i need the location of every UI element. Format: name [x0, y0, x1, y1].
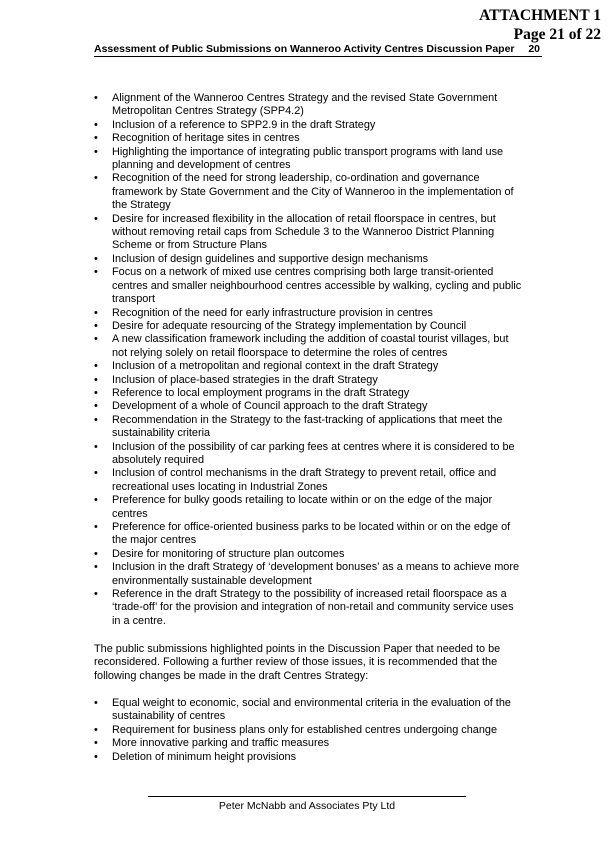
- bullet-icon: •: [94, 400, 98, 413]
- list-item-text: Recommendation in the Strategy to the fast-tracking of applications that meet the sustainability criteria: [112, 413, 503, 440]
- bullet-icon: •: [94, 306, 98, 319]
- list-item: [94, 521, 524, 548]
- bullet-icon: •: [94, 252, 98, 265]
- page-header: [94, 43, 542, 57]
- list-item-text: Inclusion of the possibility of car parking fees at centres where it is considered to be absolutely required: [112, 440, 515, 466]
- recommended-changes-list: [94, 697, 524, 764]
- bullet-icon: •: [94, 494, 98, 507]
- bullet-icon: •: [94, 561, 98, 574]
- list-item: [94, 320, 524, 333]
- list-item: [94, 374, 524, 387]
- bullet-icon: •: [94, 172, 98, 185]
- bullet-icon: •: [94, 266, 98, 279]
- submission-points-list: [94, 92, 524, 628]
- list-item: [94, 172, 524, 212]
- list-item-text: Highlighting the importance of integrating public transport programs with land use planning and development of centres: [112, 145, 504, 172]
- body-paragraph: The public submissions highlighted points in the Discussion Paper that needed to be reconsidered. Following a further review of those issues, it is recommended that the following changes be made in the draft Centres Strategy:: [94, 643, 501, 682]
- bullet-icon: •: [94, 521, 98, 533]
- list-item: [94, 400, 524, 413]
- bullet-icon: •: [94, 723, 98, 736]
- bullet-icon: •: [94, 467, 98, 480]
- bullet-icon: •: [94, 212, 98, 225]
- list-item-text: Focus on a network of mixed use centres comprising both large transit-oriented centres and smaller neighbourhood centres accessible by walking, cycling and public transport: [112, 266, 522, 306]
- bullet-icon: •: [94, 132, 98, 145]
- list-item-text: Inclusion of design guidelines and supportive design mechanisms: [112, 252, 429, 265]
- list-item-text: Reference to local employment programs in the draft Strategy: [112, 386, 410, 399]
- list-item-text: Alignment of the Wanneroo Centres Strategy and the revised State Government Metropolitan Centres Strategy (SPP4.2): [112, 92, 498, 118]
- bullet-icon: •: [94, 413, 98, 426]
- list-item: [94, 92, 524, 119]
- list-item-text: Desire for monitoring of structure plan outcomes: [112, 547, 345, 560]
- list-item-text: Equal weight to economic, social and environmental criteria in the evaluation of the sustainability of centres: [112, 697, 511, 723]
- footer-text: Peter McNabb and Associates Pty Ltd: [218, 800, 396, 812]
- list-item: [94, 441, 524, 468]
- bullet-icon: •: [94, 547, 98, 560]
- bullet-icon: •: [94, 440, 98, 453]
- list-item: [94, 548, 524, 561]
- list-item: [94, 213, 524, 253]
- list-item-text: Recognition of heritage sites in centres: [112, 132, 300, 145]
- list-item-text: Inclusion of a metropolitan and regional context in the draft Strategy: [112, 360, 439, 373]
- list-item-text: Recognition of the need for early infrastructure provision in centres: [112, 306, 433, 319]
- list-item-text: Preference for bulky goods retailing to locate within or on the edge of the major centres: [112, 494, 493, 520]
- list-item-text: Desire for adequate resourcing of the Strategy implementation by Council: [112, 319, 467, 332]
- list-item: [94, 307, 524, 320]
- list-item: [94, 132, 524, 145]
- bullet-icon: •: [94, 373, 98, 386]
- bullet-icon: •: [94, 750, 98, 763]
- list-item-text: Inclusion in the draft Strategy of ‘development bonuses’ as a means to achieve more environmentally sustainable development: [112, 561, 520, 587]
- bullet-icon: •: [94, 737, 98, 750]
- attachment-title: ATTACHMENT 1: [479, 7, 601, 24]
- list-item-text: Development of a whole of Council approach to the draft Strategy: [112, 400, 428, 413]
- list-item-text: Inclusion of place-based strategies in the draft Strategy: [112, 373, 378, 386]
- list-item: [94, 751, 524, 764]
- list-item: [94, 588, 524, 628]
- list-item-text: Desire for increased flexibility in the allocation of retail floorspace in centres, but without removing retail caps from Schedule 3 to the Wanneroo District Planning Scheme or from Structure Plans: [112, 212, 496, 252]
- list-item-text: Deletion of minimum height provisions: [112, 750, 297, 763]
- bullet-icon: •: [94, 588, 98, 601]
- bullet-icon: •: [94, 92, 98, 104]
- footer-divider: [148, 796, 466, 797]
- list-item: [94, 467, 524, 494]
- list-item: [94, 387, 524, 400]
- bullet-icon: •: [94, 386, 98, 399]
- header-page-number: 20: [528, 43, 540, 55]
- attachment-label: [479, 6, 601, 44]
- list-item-text: Reference in the draft Strategy to the possibility of increased retail floorspace as a ‘trade-off’ for the provision and integration of non-retail and community service uses in a centre.: [112, 588, 514, 627]
- list-item-text: Inclusion of control mechanisms in the draft Strategy to prevent retail, office and recreational uses locating in Industrial Zones: [112, 467, 497, 493]
- bullet-icon: •: [94, 145, 98, 158]
- attachment-page: Page 21 of 22: [513, 26, 601, 43]
- list-item: [94, 266, 524, 306]
- list-item: [94, 360, 524, 373]
- list-item: [94, 561, 524, 588]
- bullet-icon: •: [94, 333, 98, 346]
- list-item-text: Requirement for business plans only for established centres undergoing change: [112, 723, 498, 736]
- list-item-text: Preference for office-oriented business parks to be located within or on the edge of the major centres: [112, 521, 511, 547]
- bullet-icon: •: [94, 360, 98, 373]
- list-item: [94, 724, 524, 737]
- list-item: [94, 146, 524, 173]
- list-item: [94, 333, 524, 360]
- list-item: [94, 737, 524, 750]
- list-item: [94, 414, 524, 441]
- header-title: Assessment of Public Submissions on Wanneroo Activity Centres Discussion Paper: [94, 43, 515, 55]
- list-item: [94, 494, 524, 521]
- bullet-icon: •: [94, 697, 98, 709]
- list-item-text: A new classification framework including the addition of coastal tourist villages, but not relying solely on retail floorspace to determine the roles of centres: [112, 333, 509, 359]
- bullet-icon: •: [94, 118, 98, 131]
- list-item-text: More innovative parking and traffic measures: [112, 737, 330, 750]
- list-item-text: Recognition of the need for strong leadership, co-ordination and governance framework by State Government and the City of Wanneroo in the implementation of the Strategy: [112, 172, 514, 212]
- list-item: [94, 119, 524, 132]
- list-item: [94, 253, 524, 266]
- list-item-text: Inclusion of a reference to SPP2.9 in the draft Strategy: [112, 118, 376, 131]
- list-item: [94, 697, 524, 724]
- bullet-icon: •: [94, 319, 98, 332]
